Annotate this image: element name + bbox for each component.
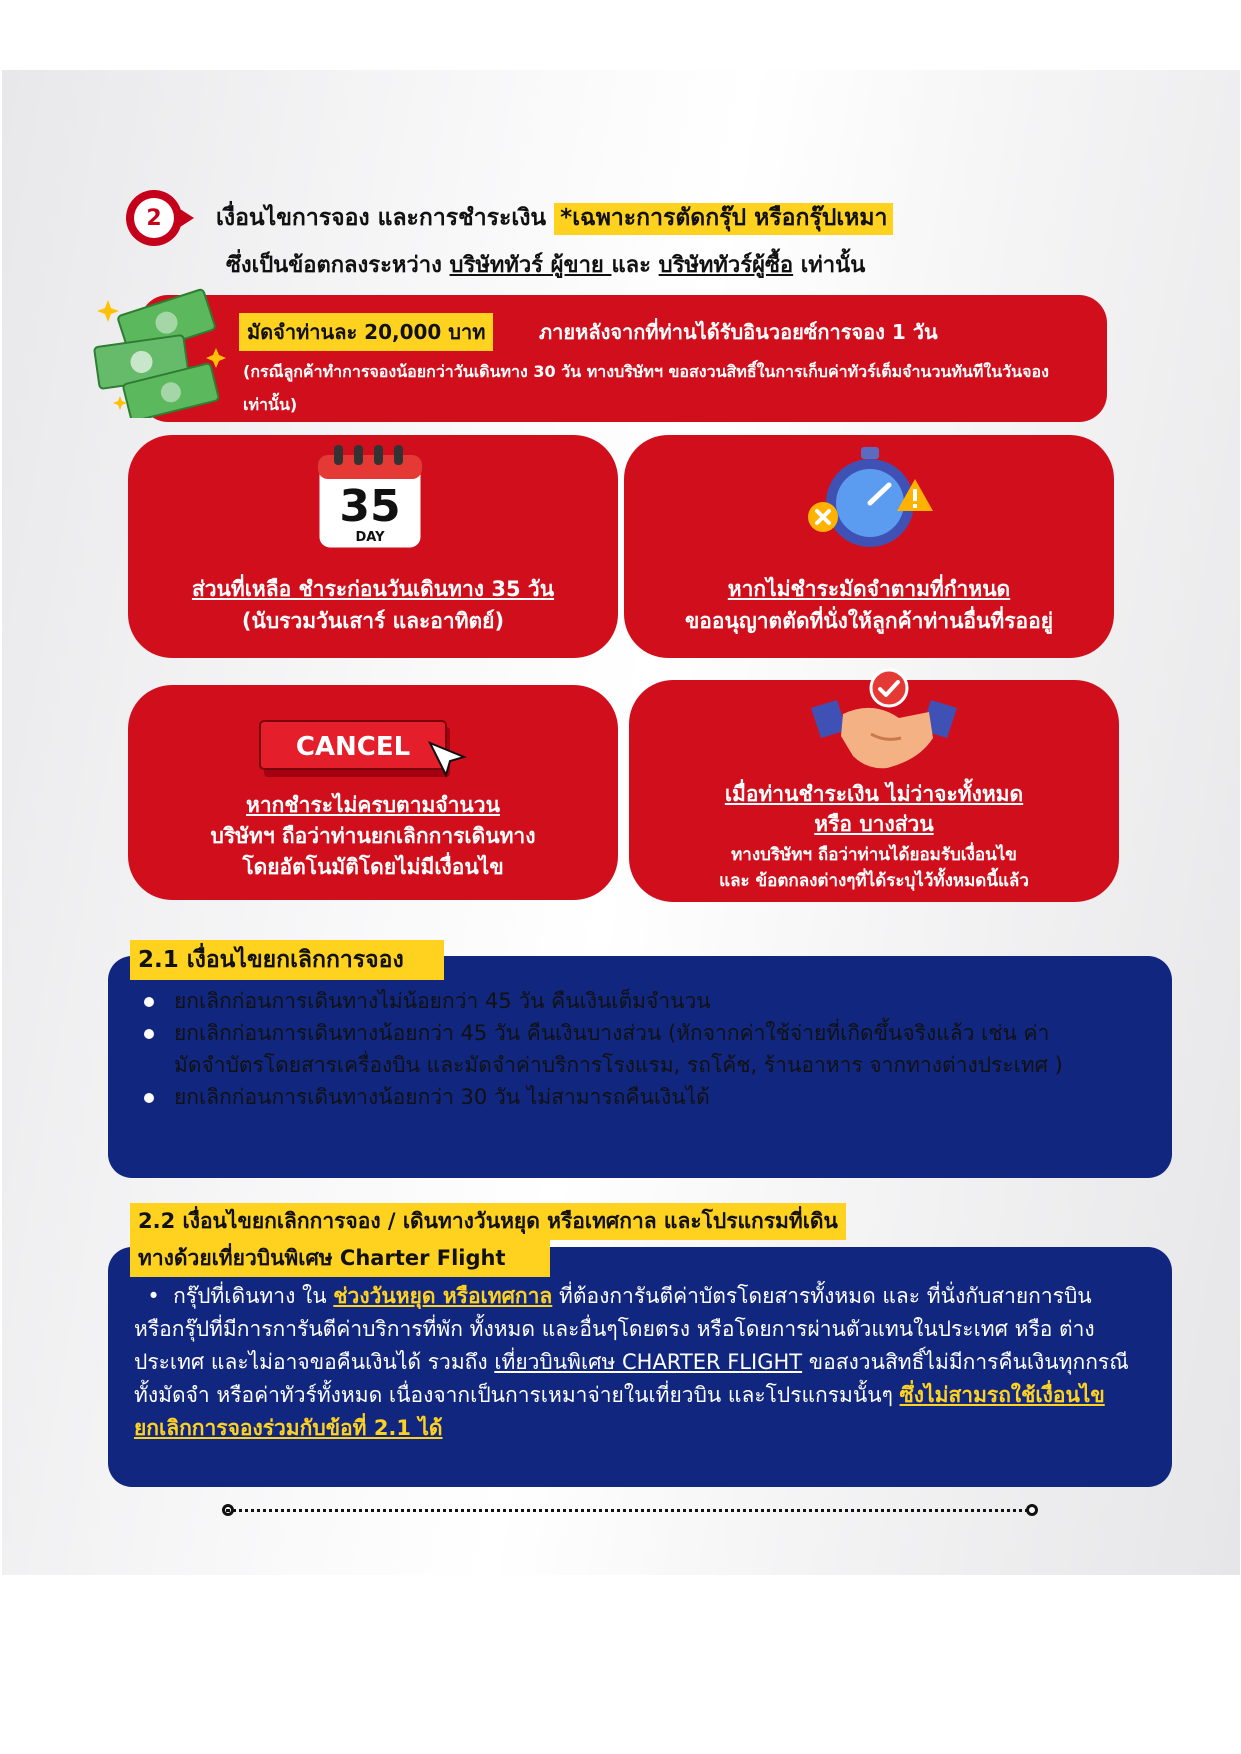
- accept-line3: ทางบริษัทฯ ถือว่าท่านได้ยอมรับเงื่อนไข: [731, 845, 1017, 865]
- cancel-line3: โดยอัตโนมัติโดยไม่มีเงื่อนไข: [242, 855, 504, 879]
- handshake-icon: [809, 694, 959, 774]
- subtitle-and: และ: [611, 253, 659, 278]
- cancel-button-label: CANCEL: [295, 732, 411, 762]
- paragraph-charter: เที่ยวบินพิเศษ CHARTER FLIGHT: [494, 1350, 803, 1374]
- section-2-2-title-line2: ทางด้วยเที่ยวบินพิเศษ Charter Flight: [130, 1240, 550, 1277]
- header-subtitle: [226, 247, 865, 282]
- list-item: ยกเลิกก่อนการเดินทางไม่น้อยกว่า 45 วัน คืนเงินเต็มจำนวน: [140, 985, 1100, 1017]
- accept-line2: หรือ บางส่วน: [814, 812, 934, 836]
- cancel-line1: หากชำระไม่ครบตามจำนวน: [246, 793, 500, 817]
- calendar-number: 35: [339, 481, 401, 532]
- money-icon: [88, 288, 238, 418]
- bullet-dot: •: [134, 1284, 174, 1308]
- accept-card: [629, 680, 1119, 902]
- subtitle-post: เท่านั้น: [793, 253, 866, 278]
- balance-card: [128, 435, 618, 658]
- accept-line4: และ ข้อตกลงต่างๆที่ได้ระบุไว้ทั้งหมดนี้แล้ว: [719, 871, 1029, 891]
- subtitle-buyer: บริษัททัวร์ผู้ซื้อ: [658, 253, 794, 278]
- unpaid-line2: ขออนุญาตตัดที่นั่งให้ลูกค้าท่านอื่นที่รออยู่: [684, 609, 1054, 633]
- section-number-badge: [126, 190, 182, 246]
- section-number: 2: [134, 198, 174, 238]
- cancel-line2: บริษัทฯ ถือว่าท่านยกเลิกการเดินทาง: [210, 824, 536, 848]
- header-title: [216, 200, 893, 236]
- header-title-main: เงื่อนไขการจอง และการชำระเงิน: [216, 205, 555, 231]
- deposit-after-text: ภายหลังจากที่ท่านได้รับอินวอยซ์การจอง 1 วัน: [539, 320, 938, 344]
- deposit-note: (กรณีลูกค้าทำการจองน้อยกว่าวันเดินทาง 30 วัน ทางบริษัทฯ ขอสงวนสิทธิ์ในการเก็บค่าทัวร์เต็มจำนวนทันทีในวันจองเท่านั้น): [243, 362, 1049, 414]
- unpaid-line1: หากไม่ชำระมัดจำตามที่กำหนด: [727, 577, 1011, 601]
- stopwatch-icon: [789, 445, 949, 555]
- deposit-amount: มัดจำท่านละ 20,000 บาท: [239, 313, 493, 351]
- calendar-unit: DAY: [355, 530, 385, 545]
- list-item: ยกเลิกก่อนการเดินทางน้อยกว่า 45 วัน คืนเงินบางส่วน (หักจากค่าใช้จ่ายที่เกิดขึ้นจริงแล้ว เช่น ค่ามัดจำบัตรโดยสารเครื่องบิน และมัดจำค่าบริการโรงแรม, รถโค้ช, ร้านอาหาร จากทางต่างประเทศ ): [140, 1017, 1100, 1081]
- balance-line2: (นับรวมวันเสาร์ และอาทิตย์): [241, 609, 505, 633]
- accept-line1: เมื่อท่านชำระเงิน ไม่ว่าจะทั้งหมด: [724, 782, 1024, 806]
- paragraph-holiday: ช่วงวันหยุด หรือเทศกาล: [333, 1284, 553, 1308]
- cancel-button-icon: [258, 717, 478, 787]
- section-2-1-title: 2.1 เงื่อนไขยกเลิกการจอง: [130, 940, 444, 980]
- cancellation-list: [140, 985, 1100, 1113]
- paragraph-yellow: ซึ่งไม่สามรถใช้เงื่อนไขยกเลิกการจองร่วมกับข้อที่ 2.1 ได้: [134, 1383, 1105, 1440]
- header-title-highlight: *เฉพาะการตัดกรุ๊ป หรือกรุ๊ปเหมา: [554, 203, 893, 235]
- dotted-divider: [226, 1509, 1036, 1512]
- subtitle-seller: บริษัททัวร์ ผู้ขาย: [449, 253, 612, 278]
- unpaid-card: [624, 435, 1114, 658]
- list-item: ยกเลิกก่อนการเดินทางน้อยกว่า 30 วัน ไม่สามารถคืนเงินได้: [140, 1081, 1100, 1113]
- paragraph-lead: กรุ๊ปที่เดินทาง ใน: [173, 1284, 334, 1308]
- holiday-paragraph: [134, 1280, 1134, 1445]
- subtitle-pre: ซึ่งเป็นข้อตกลงระหว่าง: [226, 253, 450, 278]
- cancel-card: [128, 685, 618, 900]
- balance-line1: ส่วนที่เหลือ ชำระก่อนวันเดินทาง 35 วัน: [191, 577, 555, 601]
- calendar-icon: [310, 443, 430, 553]
- divider-end-dot: [1026, 1504, 1038, 1516]
- section-2-2-title-line1: 2.2 เงื่อนไขยกเลิกการจอง / เดินทางวันหยุด หรือเทศกาล และโปรแกรมที่เดิน: [130, 1203, 846, 1240]
- paragraph-after: ขอสงวนสิทธิ์ไม่มีการคืนเงินทุกกรณี ทั้งมัดจำ หรือค่าทัวร์ทั้งหมด เนื่องจากเป็นการเหมาจ่ายในเที่ยวบิน และโปรแกรมนั้นๆ: [134, 1350, 1129, 1407]
- paragraph-mid: ที่ต้องการันตีค่าบัตรโดยสารทั้งหมด และ ที่นั่งกับสายการบิน หรือกรุ๊ปที่มีการการันตีค่าบริการที่พัก ทั้งหมด และอื่นๆโดยตรง หรือโดยการผ่านตัวแทนในประเทศ หรือ ต่างประเทศ และไม่อาจขอคืนเงินได้ รวมถึง: [134, 1284, 1095, 1374]
